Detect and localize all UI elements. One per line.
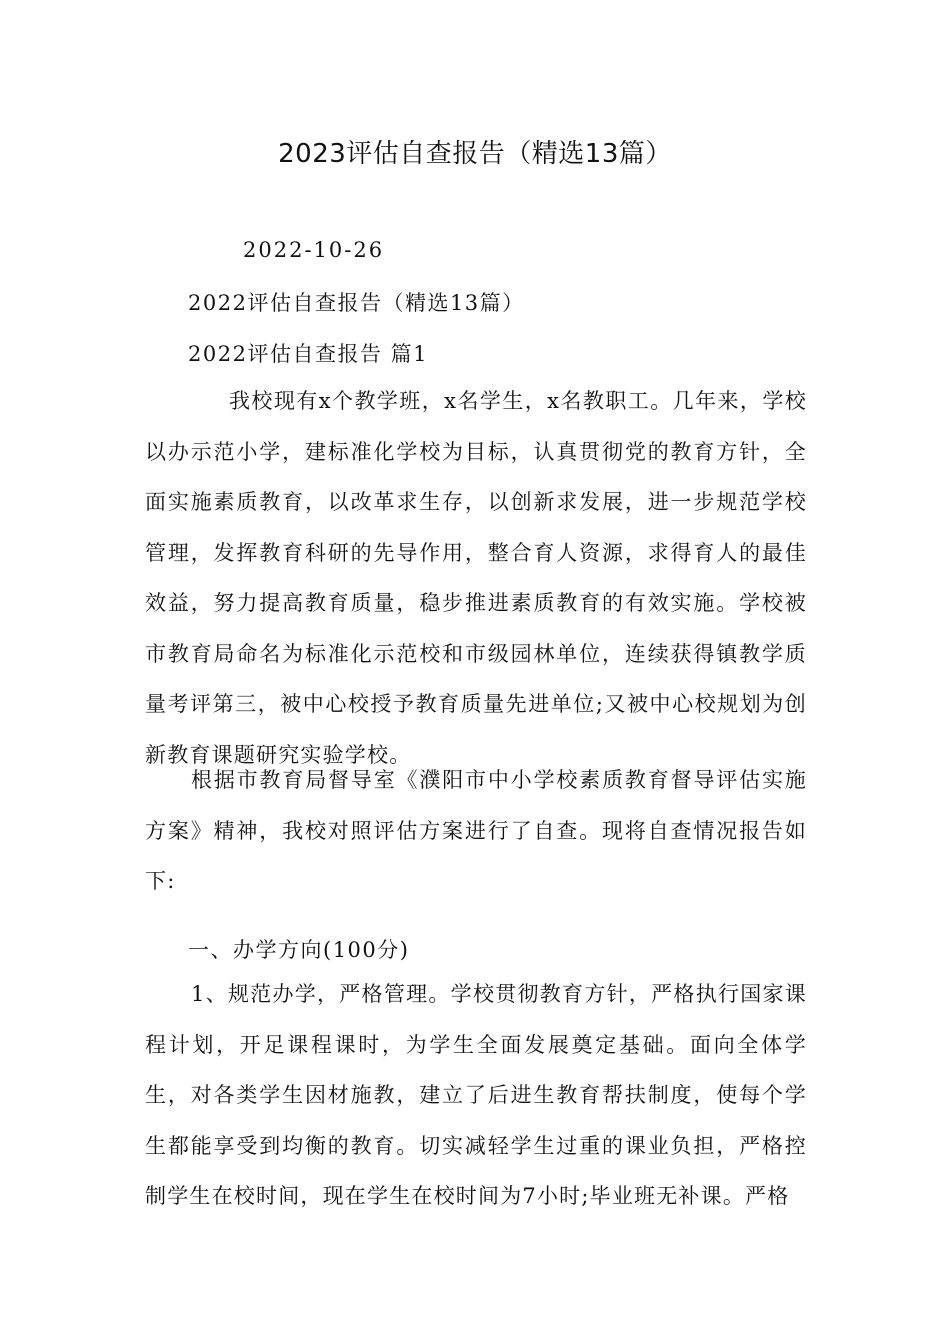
heading-section-1: 一、办学方向(100分) — [188, 938, 410, 962]
paragraph-section-1: 1、规范办学，严格管理。学校贯彻教育方针，严格执行国家课程计划，开足课程课时，为学生全面发展奠定基础。面向全体学生，对各类学生因材施教，建立了后进生教育帮扶制度，使每个学生都能享受到均衡的教育。切实减轻学生过重的课业负担，严格控制学生在校时间，现在学生在校时间为7小时;毕业班无补课。严格 — [145, 982, 807, 1208]
document-title: 2023评估自查报告（精选13篇） — [278, 139, 672, 169]
paragraph-basis: 根据市教育局督导室《濮阳市中小学校素质教育督导评估实施方案》精神，我校对照评估方案进行了自查。现将自查情况报告如下: — [145, 768, 807, 893]
document-subtitle: 2022评估自查报告（精选13篇） — [188, 291, 525, 315]
paragraph-intro: 我校现有x个教学班，x名学生，x名教职工。几年来，学校以办示范小学，建标准化学校为目标，认真贯彻党的教育方针，全面实施素质教育，以改革求生存，以创新求发展，进一步规范学校管理，发挥教育科研的先导作用，整合育人资源，求得育人的最佳效益，努力提高教育质量，稳步推进素质教育的有效实施。学校被市教育局命名为标准化示范校和市级园林单位，连续获得镇教学质量考评第三，被中心校授予教育质量先进单位;又被中心校规划为创新教育课题研究实验学校。 — [145, 389, 807, 767]
document-date: 2022-10-26 — [243, 238, 385, 262]
section-title: 2022评估自查报告 篇1 — [188, 342, 428, 366]
